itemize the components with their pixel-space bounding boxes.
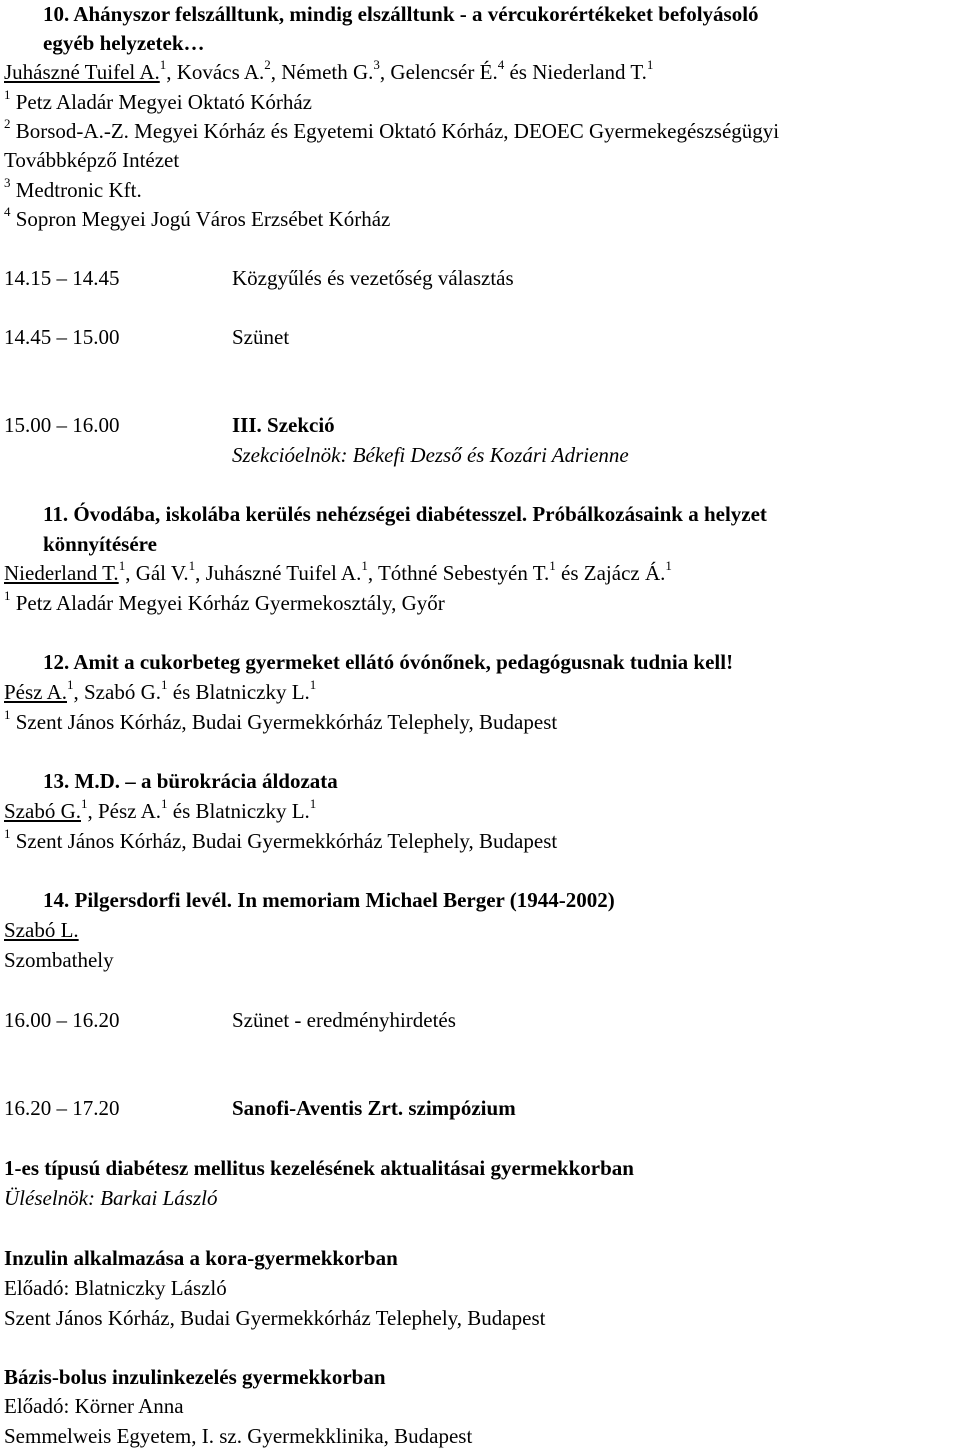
affiliation-text: Szent János Kórház, Budai Gyermekkórház Telephely, Budapest <box>10 829 558 853</box>
affiliation-mark: 1 <box>188 558 196 573</box>
talk-14-place: Szombathely <box>4 948 114 972</box>
talk-12-title: 12. Amit a cukorbeteg gyermeket ellátó óvónőnek, pedagógusnak tudnia kell! <box>43 650 734 674</box>
symposium-title: 1-es típusú diabétesz mellitus kezelésének aktualitásai gyermekkorban <box>4 1156 634 1180</box>
affiliation-mark: 1 <box>309 677 317 692</box>
talk-13-title: 13. M.D. – a bürokrácia áldozata <box>43 769 338 793</box>
schedule-item: Közgyűlés és vezetőség választás <box>232 266 514 290</box>
affiliation-mark: 3 <box>4 175 11 190</box>
presenting-author: Pész A. <box>4 680 67 704</box>
presenting-author: Juhászné Tuifel A. <box>4 60 160 84</box>
affiliation-mark: 1 <box>361 558 368 573</box>
affiliation-mark: 1 <box>4 707 11 722</box>
affiliation-mark: 2 <box>4 116 11 131</box>
talk-14-title: 14. Pilgersdorfi levél. In memoriam Michael Berger (1944-2002) <box>43 888 615 912</box>
talk-10-affiliation-3 <box>4 175 142 202</box>
affiliation-text: Sopron Megyei Jogú Város Erzsébet Kórház <box>10 207 391 231</box>
affiliation-mark: 1 <box>67 677 74 692</box>
talk-11-title-line1: 11. Óvodába, iskolába kerülés nehézségei diabétesszel. Próbálkozásaink a helyzet <box>43 502 767 526</box>
schedule-item: Szünet - eredményhirdetés <box>232 1008 456 1032</box>
affiliation-mark: 1 <box>81 796 88 811</box>
affiliation-mark: 1 <box>161 796 168 811</box>
schedule-time: 16.20 – 17.20 <box>4 1096 120 1120</box>
affiliation-mark: 1 <box>4 87 11 102</box>
section-heading: III. Szekció <box>232 413 335 437</box>
talk-11-affiliation <box>4 588 445 615</box>
affiliation-mark: 3 <box>373 57 380 72</box>
schedule-time: 16.00 – 16.20 <box>4 1008 120 1032</box>
symposium-talk-2-affiliation: Semmelweis Egyetem, I. sz. Gyermekklinika, Budapest <box>4 1424 473 1448</box>
talk-12-affiliation <box>4 707 558 734</box>
symposium-talk-1-speaker: Előadó: Blatniczky László <box>4 1276 227 1300</box>
author: és Niederland T. <box>504 60 647 84</box>
affiliation-mark: 1 <box>118 558 126 573</box>
symposium-heading: Sanofi-Aventis Zrt. szimpózium <box>232 1096 516 1120</box>
talk-14-author: Szabó L. <box>4 918 79 942</box>
affiliation-text: Petz Aladár Megyei Kórház Gyermekosztály, Győr <box>10 591 445 615</box>
affiliation-mark: 4 <box>4 204 11 219</box>
schedule-item: Szünet <box>232 325 290 349</box>
author: és Blatniczky L. <box>167 799 310 823</box>
author: , Juhászné Tuifel A. <box>195 561 362 585</box>
author: , Németh G. <box>270 60 374 84</box>
talk-13-authors <box>4 796 317 823</box>
author: , Pész A. <box>87 799 161 823</box>
talk-10-affiliation-2-cont: Továbbképző Intézet <box>4 148 180 172</box>
affiliation-mark: 1 <box>4 588 11 603</box>
schedule-time: 15.00 – 16.00 <box>4 413 120 437</box>
affiliation-mark: 1 <box>161 677 168 692</box>
talk-13-affiliation <box>4 826 558 853</box>
presenting-author: Niederland T. <box>4 561 119 585</box>
affiliation-mark: 4 <box>497 57 505 72</box>
author: , Tóthné Sebestyén T. <box>367 561 550 585</box>
author: , Gál V. <box>125 561 189 585</box>
talk-11-authors <box>4 558 672 585</box>
affiliation-mark: 1 <box>4 826 11 841</box>
affiliation-mark: 2 <box>264 57 271 72</box>
author: , Szabó G. <box>73 680 161 704</box>
talk-10-affiliation-1 <box>4 87 312 114</box>
affiliation-mark: 1 <box>549 558 556 573</box>
talk-11-title-line2: könnyítésére <box>43 532 157 556</box>
affiliation-mark: 1 <box>665 558 672 573</box>
symposium-talk-1-title: Inzulin alkalmazása a kora-gyermekkorban <box>4 1246 398 1270</box>
talk-10-affiliation-4 <box>4 204 391 231</box>
author: , Kovács A. <box>166 60 265 84</box>
talk-10-authors <box>4 57 654 84</box>
schedule-time: 14.15 – 14.45 <box>4 266 120 290</box>
affiliation-text: Medtronic Kft. <box>10 178 142 202</box>
section-chair: Szekcióelnök: Békefi Dezső és Kozári Adrienne <box>232 443 629 467</box>
presenting-author: Szabó G. <box>4 799 81 823</box>
talk-10-affiliation-2 <box>4 116 780 143</box>
affiliation-text: Szent János Kórház, Budai Gyermekkórház Telephely, Budapest <box>10 710 558 734</box>
symposium-talk-1-affiliation: Szent János Kórház, Budai Gyermekkórház Telephely, Budapest <box>4 1306 546 1330</box>
symposium-talk-2-title: Bázis-bolus inzulinkezelés gyermekkorban <box>4 1365 386 1389</box>
symposium-talk-2-speaker: Előadó: Körner Anna <box>4 1394 184 1418</box>
author: , Gelencsér É. <box>379 60 498 84</box>
schedule-time: 14.45 – 15.00 <box>4 325 120 349</box>
affiliation-text: Borsod-A.-Z. Megyei Kórház és Egyetemi Oktató Kórház, DEOEC Gyermekegészségügyi <box>10 119 780 143</box>
affiliation-mark: 1 <box>646 57 654 72</box>
affiliation-mark: 1 <box>309 796 317 811</box>
talk-12-authors <box>4 677 317 704</box>
author: és Blatniczky L. <box>167 680 310 704</box>
author: és Zajácz Á. <box>555 561 666 585</box>
talk-10-title-line2: egyéb helyzetek… <box>43 31 205 55</box>
symposium-chair: Üléselnök: Barkai László <box>4 1186 218 1210</box>
talk-10-title-line1: 10. Ahányszor felszálltunk, mindig elszálltunk - a vércukorértékeket befolyásoló <box>43 2 759 26</box>
affiliation-text: Petz Aladár Megyei Oktató Kórház <box>10 90 312 114</box>
affiliation-mark: 1 <box>159 57 167 72</box>
